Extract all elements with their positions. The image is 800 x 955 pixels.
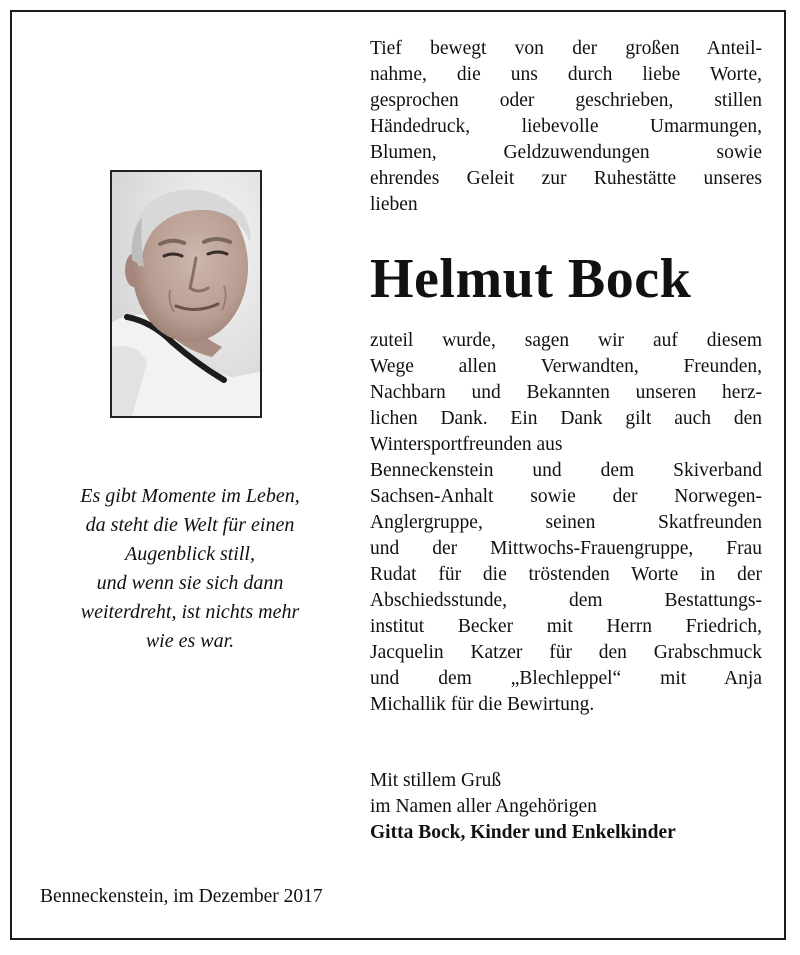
thanks-line: Benneckenstein und dem Skiverband — [370, 460, 762, 481]
thanks-line: Anglergruppe, seinen Skatfreunden — [370, 512, 762, 533]
thanks-line: Jacquelin Katzer für den Grabschmuck — [370, 642, 762, 663]
closing-greeting: Mit stillem Gruß — [370, 770, 502, 791]
quote-line: weiterdreht, ist nichts mehr — [80, 601, 300, 623]
thanks-line: und dem „Blechleppel“ mit Anja — [370, 668, 762, 689]
quote-line: da steht die Welt für einen — [85, 514, 295, 536]
thanks-line: Michallik für die Bewirtung. — [370, 694, 595, 715]
thanks-line: institut Becker mit Herrn Friedrich, — [370, 616, 762, 637]
quote-line: Es gibt Momente im Leben, — [80, 485, 300, 507]
thanks-line: Sachsen-Anhalt sowie der Norwegen- — [370, 486, 762, 507]
quote-line: wie es war. — [145, 630, 235, 652]
deceased-name: Helmut Bock — [370, 248, 692, 310]
quote-line: und wenn sie sich dann — [96, 572, 284, 594]
memorial-quote — [30, 482, 350, 656]
closing-on-behalf: im Namen aller Angehörigen — [370, 796, 597, 817]
thanks-line: Nachbarn und Bekannten unseren herz- — [370, 382, 762, 403]
intro-line: nahme, die uns durch liebe Worte, — [370, 64, 762, 85]
quote-line: Augenblick still, — [125, 543, 255, 565]
portrait-icon — [112, 172, 260, 416]
closing-block — [370, 768, 676, 846]
intro-line: lieben — [370, 194, 418, 215]
place-and-date: Benneckenstein, im Dezember 2017 — [40, 886, 323, 907]
thanks-line: Rudat für die tröstenden Worte in der — [370, 564, 762, 585]
intro-line: ehrendes Geleit zur Ruhestätte unseres — [370, 168, 762, 189]
closing-signers: Gitta Bock, Kinder und Enkelkinder — [370, 822, 676, 843]
intro-line: Händedruck, liebevolle Umarmungen, — [370, 116, 762, 137]
intro-line: Tief bewegt von der großen Anteil- — [370, 38, 762, 59]
portrait-photo — [110, 170, 262, 418]
thanks-line: und der Mittwochs-Frauengruppe, Frau — [370, 538, 762, 559]
thanks-line: Abschiedsstunde, dem Bestattungs- — [370, 590, 762, 611]
intro-line: Blumen, Geldzuwendungen sowie — [370, 142, 762, 163]
thanks-line: lichen Dank. Ein Dank gilt auch den — [370, 408, 762, 429]
thanks-line: Wege allen Verwandten, Freunden, — [370, 356, 762, 377]
intro-line: gesprochen oder geschrieben, stillen — [370, 90, 762, 111]
thanks-line: zuteil wurde, sagen wir auf diesem — [370, 330, 762, 351]
thanks-paragraph — [370, 328, 762, 718]
thanks-line: Wintersportfreunden aus — [370, 434, 563, 455]
intro-paragraph — [370, 36, 762, 218]
